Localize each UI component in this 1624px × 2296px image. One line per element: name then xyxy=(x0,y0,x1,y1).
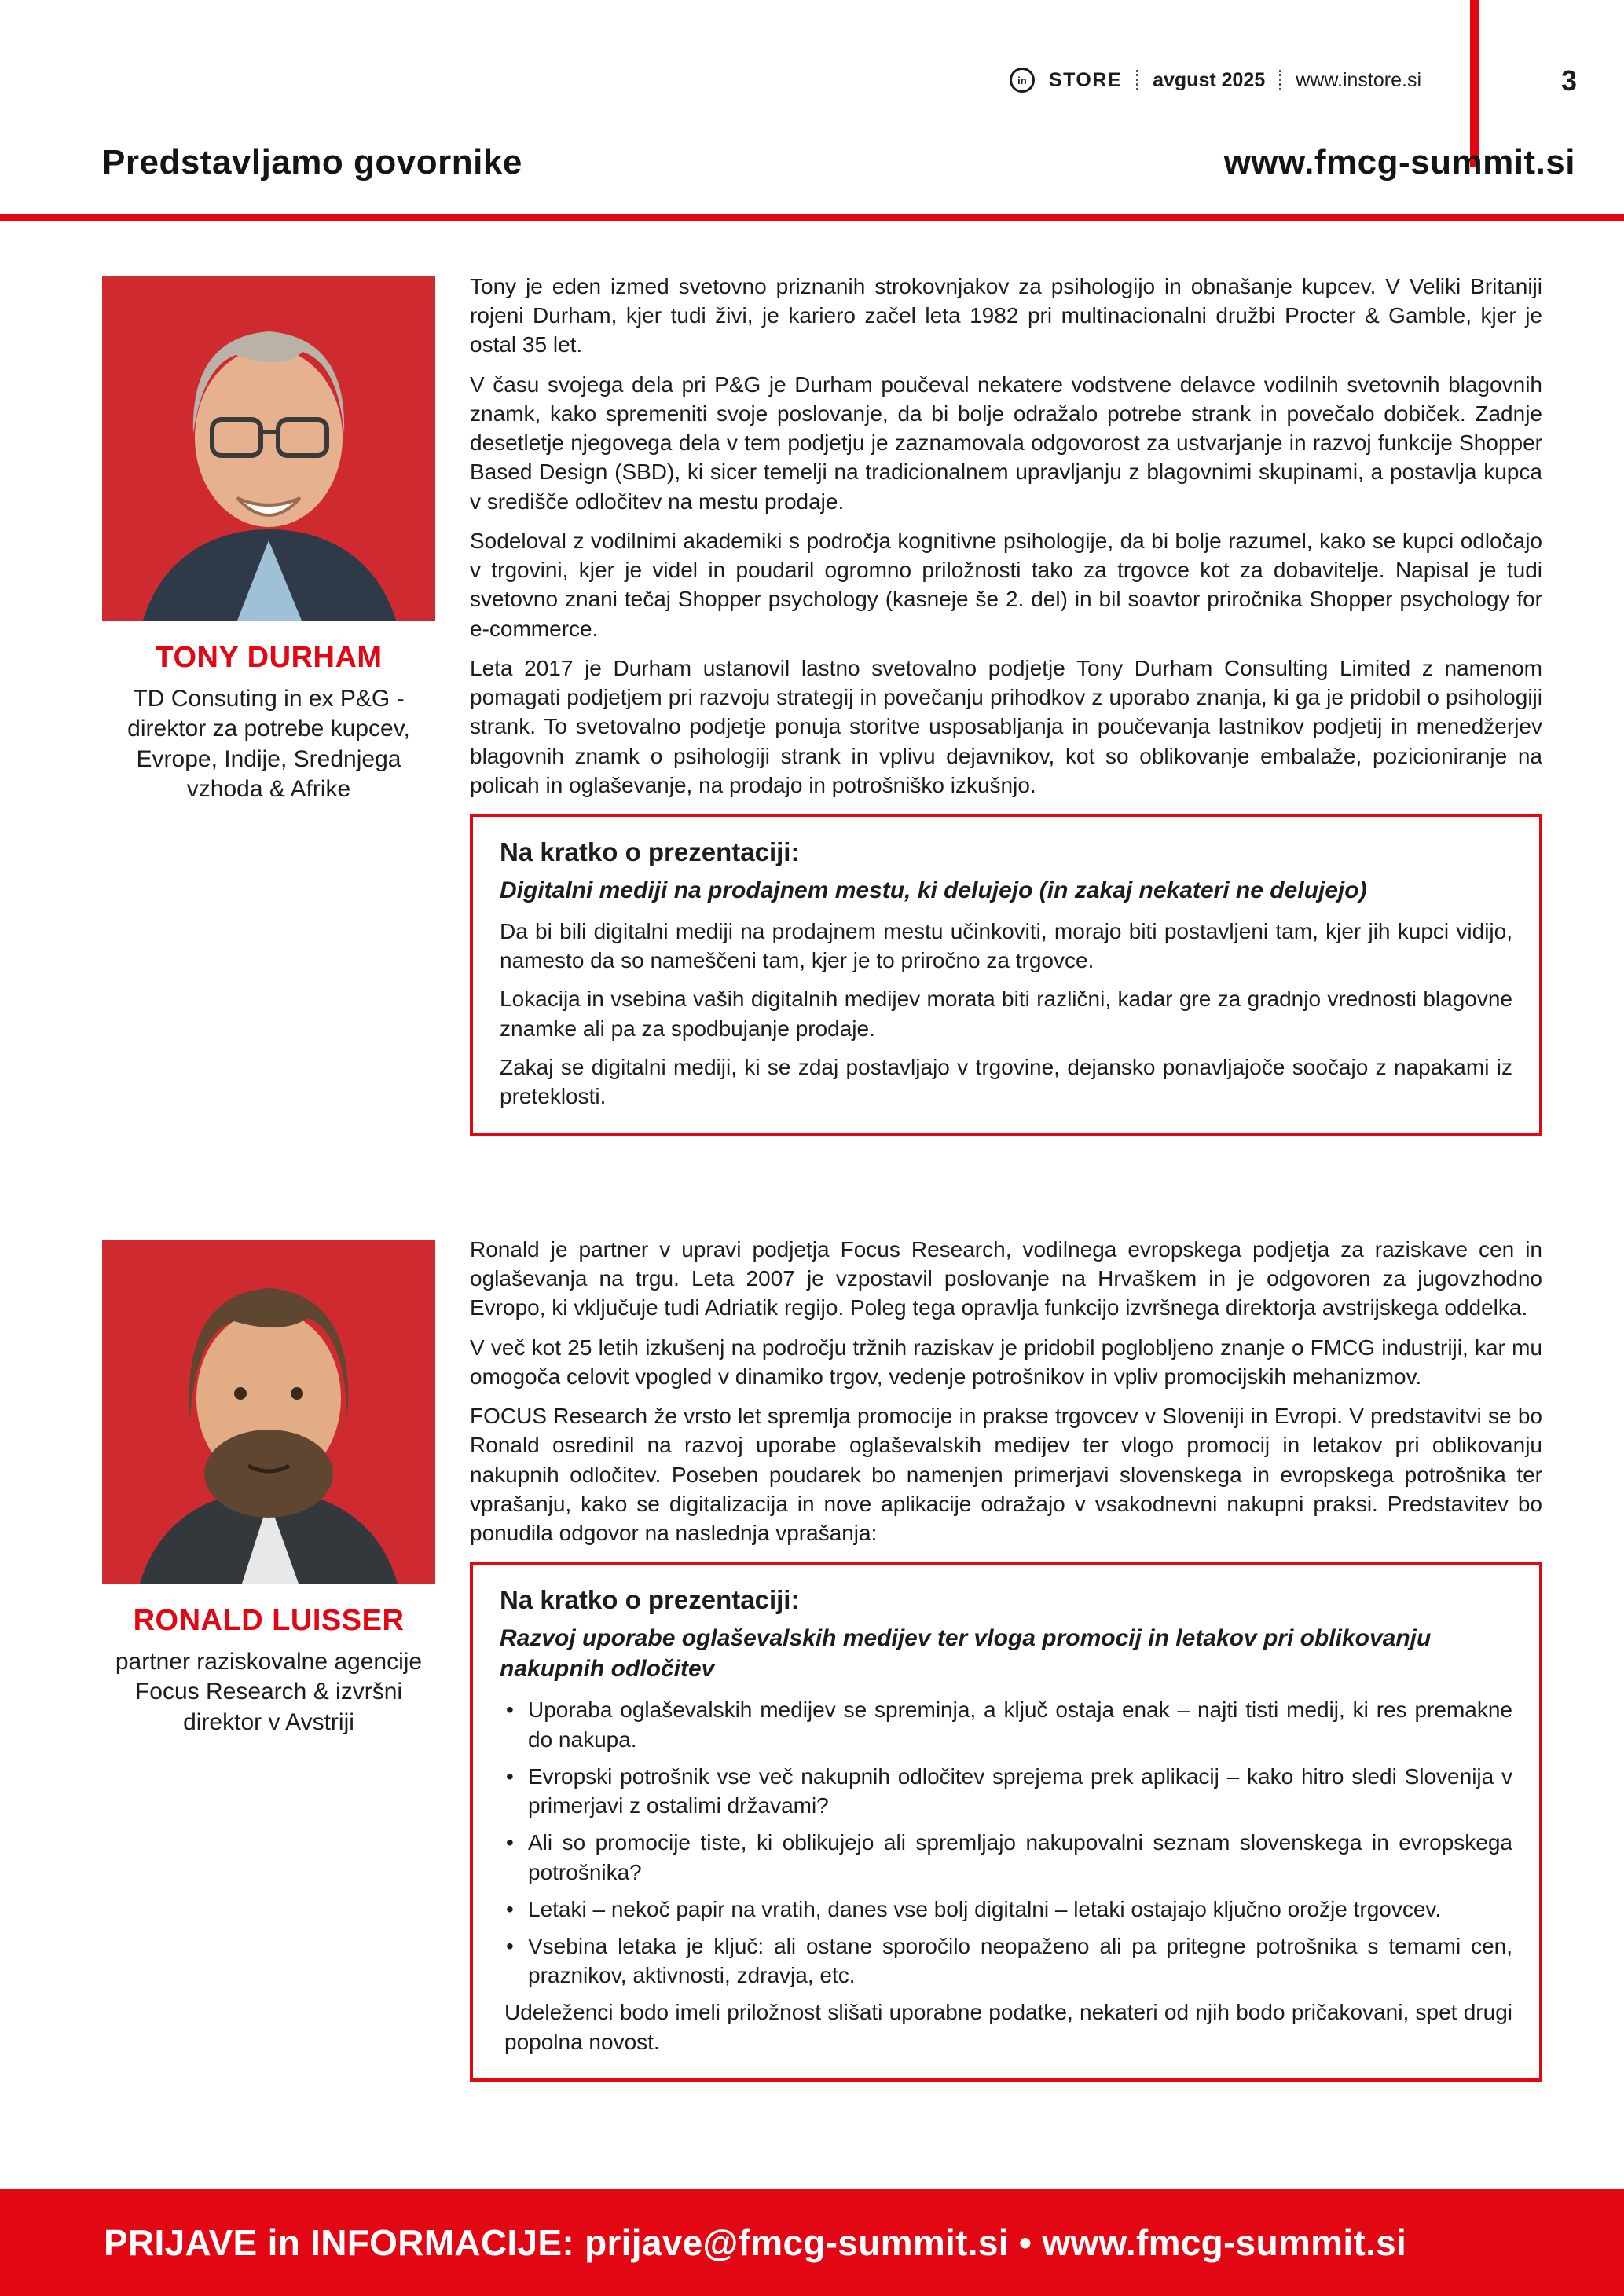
presentation-heading: Na kratko o prezentaciji: xyxy=(500,837,800,866)
speaker-role: TD Consuting in ex P&G - direktor za potrebe kupcev, Evrope, Indije, Srednjega vzhoda & Afrike xyxy=(127,686,410,803)
speaker-aside-tony xyxy=(102,276,435,805)
speaker-bio xyxy=(470,272,1542,800)
speaker-bio xyxy=(470,1235,1542,1547)
masthead xyxy=(1010,68,1421,93)
bullet-list xyxy=(500,1695,1512,1990)
page-title: Predstavljamo govornike xyxy=(102,143,522,181)
bio-paragraph: V več kot 25 letih izkušenj na področju tržnih raziskav je pridobil poglobljeno znanje o FMCG industriji, kar mu omogoča celovit vpogled v dinamiko trgov, vedenje potrošnikov in vpliv promocijskih mehanizmov. xyxy=(470,1335,1542,1389)
masthead-brand: STORE xyxy=(1048,68,1123,91)
instore-logo-icon: in xyxy=(1010,68,1035,93)
masthead-issue: avgust 2025 xyxy=(1153,68,1266,91)
header-rule xyxy=(0,214,1624,221)
speaker-photo xyxy=(102,276,435,621)
speaker-section-ronald xyxy=(470,1235,1542,2082)
portrait-illustration xyxy=(102,276,435,621)
presentation-box xyxy=(470,814,1542,1136)
presentation-paragraph: Zakaj se digitalni mediji, ki se zdaj postavljajo v trgovine, dejansko ponavljajoče soočajo z napakami iz preteklosti. xyxy=(500,1054,1512,1109)
speaker-photo xyxy=(102,1240,435,1584)
page-corner-bar xyxy=(1470,0,1479,167)
bullet-item: • Ali so promocije tiste, ki oblikujejo ali spremljajo nakupovalni seznam slovenskega in evropskega potrošnika? xyxy=(500,1828,1512,1886)
masthead-separator-icon xyxy=(1279,70,1281,90)
bio-paragraph: V času svojega dela pri P&G je Durham poučeval nekatere vodstvene delavce vodilnih svetovnih blagovnih znamk, kako spremeniti svoje poslovanje, da bi bolje odražalo potrebe strank in povečalo dobiček. Zadnje desetletje njegovega dela v tem podjetju je zaznamovala odgovorost za ustvarjanje in razvoj funkcije Shopper Based Design (SBD), ki sicer temelji na tradicionalnem upravljanju z blagovnimi skupinami, a postavlja kupca v središče odločitev na mestu prodaje. xyxy=(470,372,1542,514)
presentation-title: Razvoj uporabe oglaševalskih medijev ter vloga promocij in letakov pri oblikovanju nakupnih odločitev xyxy=(500,1625,1432,1683)
speaker-role: partner raziskovalne agencije Focus Research & izvršni direktor v Avstriji xyxy=(115,1649,423,1735)
presentation-paragraph: Da bi bili digitalni mediji na prodajnem mestu učinkoviti, morajo biti postavljeni tam, kjer jih kupci vidijo, namesto da so nameščeni tam, kjer je to priročno za trgovce. xyxy=(500,918,1512,973)
footer-contact-text: PRIJAVE in INFORMACIJE: prijave@fmcg-summit.si • www.fmcg-summit.si xyxy=(104,2222,1407,2263)
header-website: www.fmcg-summit.si xyxy=(1223,143,1575,181)
bio-paragraph: Sodeloval z vodilnimi akademiki s področja kognitivne psihologije, da bi bolje razumel, kako se kupci odločajo v trgovini, kjer je videl in poudaril ogromno priložnosti tako za trgovce kot za dobavitelje. Napisal je tudi svetovno znani tečaj Shopper psychology (kasneje še 2. del) in bil soavtor priročnika Shopper psychology for e-commerce. xyxy=(470,528,1542,641)
bullet-item: • Uporaba oglaševalskih medijev se spreminja, a ključ ostaja enak – najti tisti medij, ki res premakne do nakupa. xyxy=(500,1695,1512,1753)
footer-bar xyxy=(0,2189,1624,2296)
speaker-section-tony xyxy=(470,272,1542,1136)
bio-paragraph: Leta 2017 je Durham ustanovil lastno svetovalno podjetje Tony Durham Consulting Limited z namenom pomagati podjetjem pri razvoju strategij in povečanju prihodkov z uporabo znanja, ki ga je pridobil o psihologiji strank. To svetovalno podjetje ponuja storitve usposabljanja in poučevanja lastnikov podjetij in menedžerjev blagovnih znamk o psihologiji strank in vplivu dejavnikov, kot so oblikovanje embalaže, pozicioniranje na policah in oglaševanje, na prodajo in potrošniško izkušnjo. xyxy=(470,655,1542,797)
speaker-name: RONALD LUISSER xyxy=(133,1604,405,1637)
bio-paragraph: FOCUS Research že vrsto let spremlja promocije in prakse trgovcev v Sloveniji in Evropi. V predstavitvi se bo Ronald osredinil na razvoj uporabe oglaševalskih medijev ter vlogo promocij in letakov pri oblikovanju nakupnih odločitev. Poseben poudarek bo namenjen primerjavi slovenskega in evropskega potrošnika ter vprašanju, kako se digitalizacija in nove aplikacije odražajo v vsakodnevni nakupni praksi. Predstavitev bo ponudila odgovor na naslednja vprašanja: xyxy=(470,1404,1542,1546)
presentation-closing: Udeleženci bodo imeli priložnost slišati uporabne podatke, nekateri od njih bodo pričakovani, spet drugi popolna novost. xyxy=(504,2000,1512,2054)
speaker-aside-ronald xyxy=(102,1240,435,1738)
page-number: 3 xyxy=(1560,64,1577,97)
portrait-illustration xyxy=(102,1240,435,1584)
speaker-name: TONY DURHAM xyxy=(155,641,383,674)
presentation-paragraph: Lokacija in vsebina vaših digitalnih medijev morata biti različni, kadar gre za gradnjo vrednosti blagovne znamke ali pa za spodbujanje prodaje. xyxy=(500,987,1512,1041)
bio-paragraph: Tony je eden izmed svetovno priznanih strokovnjakov za psihologijo in obnašanje kupcev. V Veliki Britaniji rojeni Durham, kjer tudi živi, je kariero začel leta 1982 pri multinacionalni družbi Procter & Gamble, kjer je ostal 35 let. xyxy=(470,274,1542,357)
bullet-item: • Letaki – nekoč papir na vratih, danes vse bolj digitalni – letaki ostajajo ključno orožje trgovcev. xyxy=(500,1895,1512,1924)
masthead-site: www.instore.si xyxy=(1296,68,1421,91)
presentation-heading: Na kratko o prezentaciji: xyxy=(500,1585,800,1615)
presentation-title: Digitalni mediji na prodajnem mestu, ki delujejo (in zakaj nekateri ne delujejo) xyxy=(500,877,1367,903)
presentation-box xyxy=(470,1562,1542,2082)
page-header xyxy=(102,143,1575,182)
masthead-separator-icon xyxy=(1136,70,1138,90)
bullet-item: • Evropski potrošnik vse več nakupnih odločitev sprejema prek aplikacij – kako hitro sledi Slovenija v primerjavi z ostalimi državami? xyxy=(500,1762,1512,1820)
bullet-item: • Vsebina letaka je ključ: ali ostane sporočilo neopaženo ali pa pritegne potrošnika s temami cen, praznikov, aktivnosti, zdravja, etc. xyxy=(500,1932,1512,1990)
bio-paragraph: Ronald je partner v upravi podjetja Focus Research, vodilnega evropskega podjetja za raziskave cen in oglaševanja na trgu. Leta 2007 je vzpostavil poslovanje na Hrvaškem in je odgovoren za jugovzhodno Evropo, ki vključuje tudi Adriatik regijo. Poleg tega opravlja funkcijo izvršnega direktorja avstrijskega oddelka. xyxy=(470,1237,1542,1320)
